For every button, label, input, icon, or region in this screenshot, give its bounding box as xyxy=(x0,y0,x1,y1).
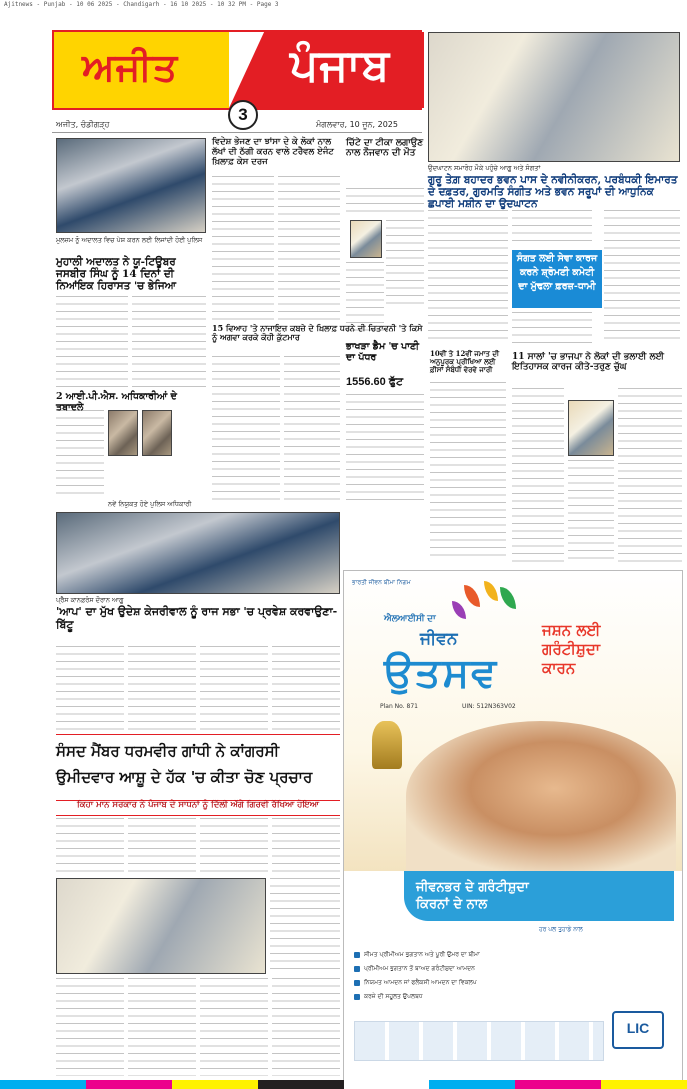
aap-body-col3 xyxy=(200,646,268,730)
travel-agent-body-col2 xyxy=(278,176,340,320)
gandhi-body-col8 xyxy=(200,978,268,1076)
lic-logo-text: LIC xyxy=(626,1020,650,1036)
inauguration-body-col1 xyxy=(428,210,508,344)
advert-sub: ਜੀਵਨ xyxy=(420,629,458,649)
inauguration-headline: ਗੁਰੂ ਤੇਗ਼ ਬਹਾਦਰ ਭਵਨ ਪਾਸ ਦੇ ਨਵੀਨੀਕਰਨ, ਪਰਬੰਧਕੀ ਇਮਾਰਤ ਦੇ ਦਫ਼ਤਰ, ਗੁਰਮਤਿ ਸੰਗੀਤ ਅਤੇ ਭਵਨ ਸਰੂਪਾਂ ਦੀ ਆਧੁਨਿਕ ਛਪਾਈ ਮਸ਼ੀਨ ਦਾ ਉਦਘਾਟਨ xyxy=(428,174,678,211)
advert-footer-tag: ਹਰ ਪਲ ਤੁਹਾਡੇ ਨਾਲ xyxy=(539,926,583,933)
bullet-icon xyxy=(354,952,360,958)
press-photo-caption: ਪ੍ਰੈੱਸ ਕਾਨਫ਼ਰੰਸ ਦੌਰਾਨ ਆਗੂ xyxy=(56,596,124,604)
youtuber-court-photo xyxy=(56,138,206,233)
gandhi-body-col7 xyxy=(128,978,196,1076)
page-number: 3 xyxy=(228,100,258,130)
lic-jeevan-utsav-advert xyxy=(343,570,683,1085)
advert-brand-tag: ਭਾਰਤੀ ਜੀਵਨ ਬੀਮਾ ਨਿਗਮ xyxy=(352,579,411,586)
drug-death-body-right xyxy=(386,220,424,304)
masthead xyxy=(52,30,422,110)
bullet-icon xyxy=(354,966,360,972)
advert-footer xyxy=(344,921,682,1086)
gandhi-body-col2 xyxy=(128,818,196,874)
print-meta-strip: Ajitnews - Punjab - 10 06 2025 - Chandigarh - 16 10 2025 - 10 32 PM - Page 3 xyxy=(4,1,279,8)
advert-tagline-1: ਜਸ਼ਨ ਲਈ xyxy=(542,621,601,639)
bhakra-body xyxy=(346,394,424,506)
inauguration-body-col2b xyxy=(512,312,592,344)
section-rule xyxy=(56,734,340,735)
lic-logo xyxy=(612,1011,664,1049)
gandhi-body-col3 xyxy=(200,818,268,874)
gandhi-body-col4 xyxy=(272,818,340,874)
advert-bullet: ਪ੍ਰੀਮੀਅਮ ਭੁਗਤਾਨ ਤੋਂ ਬਾਅਦ ਗਰੰਟੀਸ਼ੁਦਾ ਆਮਦਨ xyxy=(354,965,614,975)
advert-contact-strip xyxy=(354,1021,604,1061)
youtuber-body-col2 xyxy=(132,296,206,388)
advert-family-image xyxy=(406,721,676,871)
bullet-icon xyxy=(354,980,360,986)
advert-tagline xyxy=(542,621,600,678)
kidnap-body-col2 xyxy=(284,356,340,504)
inauguration-body-col3 xyxy=(604,210,680,344)
dhami-quote-box: ਸੰਗਤ ਲਈ ਸੇਵਾ ਕਾਰਜ ਕਰਨੇ ਸ਼੍ਰੋਮਣੀ ਕਮੇਟੀ ਦਾ ਮੁੱਢਲਾ ਫ਼ਰਜ਼-ਧਾਮੀ xyxy=(512,250,602,308)
gandhi-body-col6 xyxy=(56,978,124,1076)
gandhi-body-col5 xyxy=(270,878,340,974)
travel-agent-headline: ਵਿਦੇਸ਼ ਭੇਜਣ ਦਾ ਝਾਂਸਾ ਦੇ ਕੇ ਲੋਕਾਂ ਨਾਲ ਲੱਖਾਂ ਦੀ ਠੱਗੀ ਕਰਨ ਵਾਲੇ ਟਰੈਵਲ ਏਜੰਟ ਖ਼ਿਲਾਫ਼ ਕੇਸ ਦਰਜ xyxy=(212,137,334,167)
tarun-chugh-photo xyxy=(568,400,614,456)
masthead-title-left: ਅਜੀਤ xyxy=(82,44,179,89)
kidnap-body-col1 xyxy=(212,356,280,504)
exam-fee-body xyxy=(430,382,506,562)
date-label: ਮੰਗਲਵਾਰ, 10 ਜੂਨ, 2025 xyxy=(316,120,398,129)
masthead-title-right: ਪੰਜਾਬ xyxy=(290,40,391,91)
advert-banner xyxy=(404,871,674,921)
advert-uin: UIN: 512N363V02 xyxy=(462,703,516,710)
bjp-body-col3 xyxy=(618,388,682,562)
gandhi-body-col9 xyxy=(272,978,340,1076)
drug-death-body-left xyxy=(346,262,384,332)
ips-officer-photo-2 xyxy=(142,410,172,456)
gandhi-headline: ਸੰਸਦ ਮੈਂਬਰ ਧਰਮਵੀਰ ਗਾਂਧੀ ਨੇ ਕਾਂਗਰਸੀ ਉਮੀਦਵਾਰ ਆਸ਼ੂ ਦੇ ਹੱਕ 'ਚ ਕੀਤਾ ਚੋਣ ਪ੍ਰਚਾਰ xyxy=(56,742,313,786)
advert-tagline-2: ਗਰੰਟੀਸ਼ੁਦਾ xyxy=(542,640,601,658)
inauguration-photo xyxy=(428,32,680,162)
print-color-bar xyxy=(0,1080,687,1089)
kidnap-headline: 15 ਵਿਆਹ 'ਤੇ ਨਾਜਾਇਜ਼ ਕਬਜ਼ੇ ਦੇ ਖ਼ਿਲਾਫ਼ ਧਰਨੇ ਦੀ ਚਿਤਾਵਨੀ 'ਤੇ ਕਿਸੇ ਨੂੰ ਅਗਵਾ ਕਰਕੇ ਕੋਹੀ ਕੁੱਟਮਾਰ xyxy=(212,323,423,343)
aap-bittu-headline: 'ਆਪ' ਦਾ ਮੁੱਖ ਉਦੇਸ਼ ਕੇਜਰੀਵਾਲ ਨੂੰ ਰਾਜ ਸਭਾ 'ਚ ਪ੍ਰਵੇਸ਼ ਕਰਵਾਉਣਾ-ਬਿੱਟੂ xyxy=(56,605,338,631)
gandhi-body-col1 xyxy=(56,818,124,874)
travel-agent-body-col1 xyxy=(212,176,274,320)
bhakra-water-level: 1556.60 ਫੁੱਟ xyxy=(346,376,404,388)
drug-death-headline: ਚਿੱਟੇ ਦਾ ਟੀਕਾ ਲਗਾਉਣ ਨਾਲ ਨੌਜਵਾਨ ਦੀ ਮੌਤ xyxy=(346,138,424,159)
aap-body-col2 xyxy=(128,646,196,730)
drug-death-body-top xyxy=(346,188,424,218)
inauguration-body-col2 xyxy=(512,210,592,246)
ips-body xyxy=(56,410,104,500)
gandhi-campaign-photo xyxy=(56,878,266,974)
press-conference-photo xyxy=(56,512,340,594)
advert-banner-line-1: ਜੀਵਨਭਰ ਦੇ ਗਰੰਟੀਸ਼ੁਦਾ xyxy=(416,880,529,895)
masthead-rule xyxy=(52,132,422,133)
ips-officer-photo-1 xyxy=(108,410,138,456)
advert-bullet: ਸੀਮਤ ਪ੍ਰੀਮੀਅਮ ਭੁਗਤਾਨ ਅਤੇ ਪੂਰੀ ਉਮਰ ਦਾ ਬੀਮਾ xyxy=(354,951,614,961)
aap-body-col1 xyxy=(56,646,124,730)
advert-bullet: ਨਿਯਮਤ ਆਮਦਨ ਜਾਂ ਫਲੈਕਸੀ ਆਮਦਨ ਦਾ ਵਿਕਲਪ xyxy=(354,979,614,989)
bjp-body-col1 xyxy=(512,388,564,562)
ips-headline: 2 ਆਈ.ਪੀ.ਐਸ. ਅਧਿਕਾਰੀਆਂ ਦੇ ਤਬਾਦਲੇ xyxy=(56,391,177,413)
advert-bullet: ਕਰਜ਼ੇ ਦੀ ਸਹੂਲਤ ਉਪਲਬਧ xyxy=(354,993,614,1003)
exam-fee-headline: 10ਵੀਂ ਤੇ 12ਵੀਂ ਜਮਾਤ ਦੀ ਅਨੁਪੂਰਕ ਪ੍ਰੀਖਿਆ ਲਈ ਫ਼ੀਸਾਂ ਸੰਬੰਧੀ ਵੇਰਵੇ ਜਾਰੀ xyxy=(430,349,500,375)
advert-main-title: ਉਤਸਵ xyxy=(384,649,499,696)
youtuber-body-col1 xyxy=(56,296,128,388)
victim-photo xyxy=(350,220,382,258)
youtuber-photo-caption: ਮੁਲਜ਼ਮ ਨੂੰ ਅਦਾਲਤ ਵਿਚ ਪੇਸ਼ ਕਰਨ ਲਈ ਲਿਜਾਂਦੀ ਹੋਈ ਪੁਲਿਸ xyxy=(56,236,203,244)
trophy-icon xyxy=(372,721,402,769)
youtuber-headline: ਮੁਹਾਲੀ ਅਦਾਲਤ ਨੇ ਯੂ-ਟਿਊਬਰ ਜਸਬੀਰ ਸਿੰਘ ਨੂੰ 14 ਦਿਨਾਂ ਦੀ ਨਿਆਂਇਕ ਹਿਰਾਸਤ 'ਚ ਭੇਜਿਆ xyxy=(56,256,177,293)
edition-label: ਅਜੀਤ, ਚੰਡੀਗੜ੍ਹ xyxy=(56,120,110,129)
bjp-body-col2 xyxy=(568,460,614,562)
aap-body-col4 xyxy=(272,646,340,730)
advert-tagline-3: ਕਾਰਨ xyxy=(542,659,576,677)
bullet-icon xyxy=(354,994,360,1000)
advert-banner-line-2: ਕਿਰਨਾਂ ਦੇ ਨਾਲ xyxy=(416,897,488,912)
ips-caption: ਨਵੇਂ ਨਿਯੁਕਤ ਹੋਏ ਪੁਲਿਸ ਅਧਿਕਾਰੀ xyxy=(108,500,192,508)
advert-plan-number: Plan No. 871 xyxy=(380,703,418,710)
advert-kicker: ਐਲਆਈਸੀ ਦਾ xyxy=(384,613,436,623)
bhakra-headline: ਭਾਖੜਾ ਡੈਮ 'ਚ ਪਾਣੀ ਦਾ ਪੱਧਰ xyxy=(346,341,420,363)
inauguration-caption: ਉਦਘਾਟਨ ਸਮਾਰੋਹ ਮੌਕੇ ਪਹੁੰਚੇ ਆਗੂ ਅਤੇ ਸੰਗਤਾਂ xyxy=(428,164,541,172)
bjp-headline: 11 ਸਾਲਾਂ 'ਚ ਭਾਜਪਾ ਨੇ ਲੋਕਾਂ ਦੀ ਭਲਾਈ ਲਈ ਇਤਿਹਾਸਕ ਕਾਰਜ ਕੀਤੇ-ਤਰੁਣ ਚੁੱਘ xyxy=(512,352,664,373)
gandhi-subhead: ਕਿਹਾ ਮਾਨ ਸਰਕਾਰ ਨੇ ਪੰਜਾਬ ਦੇ ਸਾਧਨਾਂ ਨੂੰ ਦਿੱਲੀ ਅੱਗੇ ਗਿਰਵੀ ਰੱਖਿਆ ਹੋਇਆ xyxy=(56,800,340,816)
